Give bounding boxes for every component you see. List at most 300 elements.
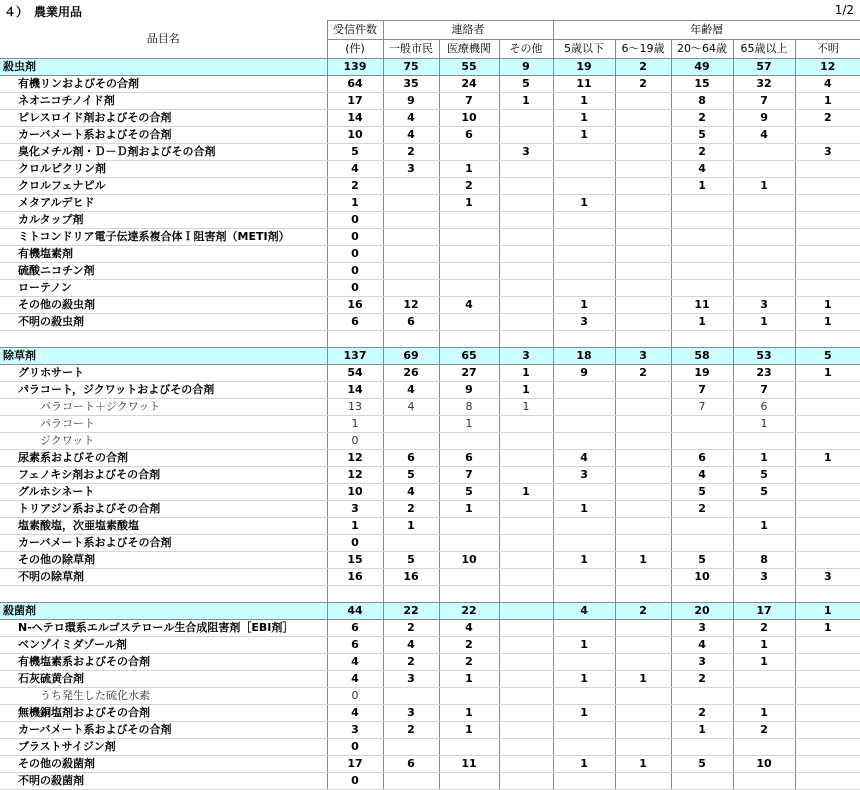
age-count-cell: 1 bbox=[553, 637, 615, 654]
received-count-cell: 3 bbox=[327, 501, 383, 518]
age-count-cell bbox=[615, 501, 671, 518]
item-name-cell: パラコート＋ジクワット bbox=[0, 399, 327, 416]
age-count-cell bbox=[615, 297, 671, 314]
received-count-cell: 12 bbox=[327, 450, 383, 467]
age-count-cell bbox=[615, 416, 671, 433]
age-count-cell: 1 bbox=[553, 671, 615, 688]
table-row bbox=[0, 416, 860, 433]
age-count-cell bbox=[615, 263, 671, 280]
contact-count-cell bbox=[383, 586, 439, 603]
age-count-cell bbox=[671, 212, 733, 229]
age-count-cell: 6 bbox=[671, 450, 733, 467]
received-count-cell: 2 bbox=[327, 178, 383, 195]
age-count-cell: 3 bbox=[795, 144, 860, 161]
table-row bbox=[0, 569, 860, 586]
age-count-cell bbox=[733, 195, 795, 212]
age-count-cell bbox=[615, 144, 671, 161]
age-count-cell: 2 bbox=[795, 110, 860, 127]
age-count-cell bbox=[795, 773, 860, 790]
item-name-cell: 硫酸ニコチン剤 bbox=[0, 263, 327, 280]
age-header: 6～19歳 bbox=[615, 40, 671, 59]
received-count-cell: 14 bbox=[327, 382, 383, 399]
table-row bbox=[0, 484, 860, 501]
age-count-cell: 1 bbox=[553, 705, 615, 722]
table-row bbox=[0, 161, 860, 178]
age-count-cell: 1 bbox=[733, 314, 795, 331]
contact-count-cell bbox=[439, 688, 499, 705]
item-name-cell: フェノキシ剤およびその合剤 bbox=[0, 467, 327, 484]
received-count-cell: 17 bbox=[327, 756, 383, 773]
contact-count-cell: 3 bbox=[499, 144, 553, 161]
age-count-cell bbox=[553, 178, 615, 195]
age-count-cell: 1 bbox=[733, 654, 795, 671]
item-name-cell: グルホシネート bbox=[0, 484, 327, 501]
item-name-cell: グリホサート bbox=[0, 365, 327, 382]
contact-count-cell: 6 bbox=[439, 450, 499, 467]
age-count-cell bbox=[553, 212, 615, 229]
age-count-cell bbox=[795, 535, 860, 552]
contact-count-cell bbox=[383, 280, 439, 297]
age-count-cell bbox=[671, 586, 733, 603]
item-name-cell: 除草剤 bbox=[0, 348, 327, 365]
age-group-header: 年齢層 bbox=[553, 21, 860, 40]
table-row bbox=[0, 535, 860, 552]
contact-count-cell: 2 bbox=[439, 637, 499, 654]
item-name-cell: 臭化メチル剤・Ｄ－Ｄ剤およびその合剤 bbox=[0, 144, 327, 161]
table-row bbox=[0, 229, 860, 246]
age-count-cell: 11 bbox=[671, 297, 733, 314]
age-count-cell bbox=[795, 382, 860, 399]
item-name-cell: 不明の殺虫剤 bbox=[0, 314, 327, 331]
received-count-cell: 0 bbox=[327, 280, 383, 297]
table-row bbox=[0, 671, 860, 688]
table-row bbox=[0, 280, 860, 297]
contact-count-cell: 7 bbox=[439, 93, 499, 110]
age-count-cell bbox=[615, 586, 671, 603]
age-count-cell bbox=[733, 688, 795, 705]
age-count-cell: 3 bbox=[671, 654, 733, 671]
received-count-cell: 15 bbox=[327, 552, 383, 569]
table-row bbox=[0, 637, 860, 654]
item-name-cell: ジクワット bbox=[0, 433, 327, 450]
received-count-cell: 13 bbox=[327, 399, 383, 416]
contact-count-cell bbox=[499, 127, 553, 144]
age-count-cell: 8 bbox=[733, 552, 795, 569]
contact-count-cell bbox=[439, 212, 499, 229]
age-count-cell: 4 bbox=[671, 637, 733, 654]
contact-count-cell bbox=[439, 586, 499, 603]
age-count-cell: 1 bbox=[553, 756, 615, 773]
contact-count-cell: 2 bbox=[383, 722, 439, 739]
received-count-cell: 16 bbox=[327, 297, 383, 314]
age-count-cell bbox=[615, 773, 671, 790]
table-row bbox=[0, 450, 860, 467]
received-count-cell: 4 bbox=[327, 671, 383, 688]
age-count-cell bbox=[795, 501, 860, 518]
contact-count-cell bbox=[439, 246, 499, 263]
received-count-cell: 0 bbox=[327, 212, 383, 229]
table-row bbox=[0, 399, 860, 416]
contact-count-cell: 10 bbox=[439, 110, 499, 127]
age-count-cell: 19 bbox=[671, 365, 733, 382]
table-row bbox=[0, 552, 860, 569]
age-count-cell bbox=[795, 637, 860, 654]
contact-count-cell: 16 bbox=[383, 569, 439, 586]
age-count-cell bbox=[553, 722, 615, 739]
age-count-cell: 1 bbox=[795, 314, 860, 331]
age-count-cell: 3 bbox=[553, 467, 615, 484]
contact-count-cell bbox=[383, 229, 439, 246]
age-count-cell: 1 bbox=[553, 127, 615, 144]
age-count-cell bbox=[733, 246, 795, 263]
contact-count-cell bbox=[383, 535, 439, 552]
age-count-cell bbox=[615, 535, 671, 552]
age-count-cell: 1 bbox=[733, 705, 795, 722]
age-count-cell: 7 bbox=[671, 399, 733, 416]
age-count-cell: 18 bbox=[553, 348, 615, 365]
age-count-cell bbox=[795, 518, 860, 535]
age-count-cell bbox=[553, 263, 615, 280]
category-row bbox=[0, 603, 860, 620]
table-row bbox=[0, 756, 860, 773]
age-count-cell: 1 bbox=[795, 93, 860, 110]
contact-count-cell: 24 bbox=[439, 76, 499, 93]
contact-count-cell bbox=[499, 552, 553, 569]
age-count-cell: 5 bbox=[671, 127, 733, 144]
item-name-cell: 尿素系およびその合剤 bbox=[0, 450, 327, 467]
contact-count-cell: 3 bbox=[383, 705, 439, 722]
contact-count-cell bbox=[383, 688, 439, 705]
contact-count-cell: 2 bbox=[383, 654, 439, 671]
item-name-cell: 石灰硫黄合剤 bbox=[0, 671, 327, 688]
age-count-cell bbox=[795, 756, 860, 773]
age-count-cell: 1 bbox=[553, 110, 615, 127]
contact-count-cell: 2 bbox=[383, 144, 439, 161]
contact-count-cell bbox=[439, 518, 499, 535]
age-count-cell bbox=[615, 331, 671, 348]
age-count-cell bbox=[795, 127, 860, 144]
age-count-cell: 53 bbox=[733, 348, 795, 365]
item-name-cell: ネオニコチノイド剤 bbox=[0, 93, 327, 110]
age-count-cell bbox=[553, 586, 615, 603]
age-count-cell: 1 bbox=[733, 450, 795, 467]
received-count-cell: 0 bbox=[327, 535, 383, 552]
age-count-cell: 57 bbox=[733, 59, 795, 76]
age-count-cell: 1 bbox=[795, 365, 860, 382]
contact-count-cell: 1 bbox=[439, 705, 499, 722]
contact-count-cell: 26 bbox=[383, 365, 439, 382]
page-number: 1/2 bbox=[834, 3, 854, 17]
age-count-cell bbox=[795, 416, 860, 433]
contact-count-cell: 6 bbox=[383, 314, 439, 331]
received-unit-header: (件) bbox=[327, 40, 383, 59]
contact-count-cell: 11 bbox=[439, 756, 499, 773]
age-count-cell bbox=[671, 416, 733, 433]
age-count-cell bbox=[615, 110, 671, 127]
contact-count-cell bbox=[439, 144, 499, 161]
table-row bbox=[0, 246, 860, 263]
age-count-cell: 49 bbox=[671, 59, 733, 76]
contact-count-cell bbox=[499, 688, 553, 705]
received-count-cell: 1 bbox=[327, 416, 383, 433]
contact-count-cell: 8 bbox=[439, 399, 499, 416]
age-count-cell bbox=[553, 535, 615, 552]
contact-count-cell bbox=[499, 297, 553, 314]
age-count-cell: 1 bbox=[553, 93, 615, 110]
age-count-cell bbox=[795, 178, 860, 195]
age-count-cell bbox=[615, 195, 671, 212]
age-count-cell: 5 bbox=[795, 348, 860, 365]
contact-count-cell bbox=[439, 535, 499, 552]
age-count-cell: 2 bbox=[733, 620, 795, 637]
age-count-cell bbox=[615, 433, 671, 450]
contact-count-cell bbox=[499, 501, 553, 518]
age-header: 不明 bbox=[795, 40, 860, 59]
contact-count-cell bbox=[439, 433, 499, 450]
category-row bbox=[0, 59, 860, 76]
age-count-cell: 2 bbox=[671, 501, 733, 518]
contact-count-cell: 1 bbox=[439, 416, 499, 433]
age-count-cell: 23 bbox=[733, 365, 795, 382]
age-count-cell: 1 bbox=[733, 518, 795, 535]
item-name-cell: パラコート bbox=[0, 416, 327, 433]
age-count-cell bbox=[795, 246, 860, 263]
age-count-cell: 4 bbox=[553, 450, 615, 467]
age-count-cell bbox=[795, 688, 860, 705]
contact-count-cell: 1 bbox=[439, 161, 499, 178]
age-count-cell: 2 bbox=[615, 59, 671, 76]
age-count-cell: 3 bbox=[615, 348, 671, 365]
contact-count-cell bbox=[499, 314, 553, 331]
age-count-cell bbox=[671, 195, 733, 212]
contact-count-cell bbox=[439, 280, 499, 297]
table-row bbox=[0, 297, 860, 314]
age-count-cell bbox=[615, 450, 671, 467]
age-count-cell bbox=[553, 739, 615, 756]
age-count-cell bbox=[795, 705, 860, 722]
contact-count-cell: 6 bbox=[383, 756, 439, 773]
age-count-cell bbox=[553, 161, 615, 178]
received-count-cell: 14 bbox=[327, 110, 383, 127]
contact-count-cell: 1 bbox=[499, 399, 553, 416]
contact-count-cell: 1 bbox=[439, 195, 499, 212]
table-row bbox=[0, 654, 860, 671]
received-count-cell bbox=[327, 586, 383, 603]
contact-count-cell bbox=[499, 433, 553, 450]
received-count-cell: 6 bbox=[327, 637, 383, 654]
item-name-cell: ローテノン bbox=[0, 280, 327, 297]
spacer-row bbox=[0, 331, 860, 348]
item-name-cell: クロルピクリン剤 bbox=[0, 161, 327, 178]
contact-count-cell: 4 bbox=[383, 399, 439, 416]
table-row bbox=[0, 314, 860, 331]
age-count-cell: 2 bbox=[671, 144, 733, 161]
age-count-cell bbox=[553, 280, 615, 297]
age-count-cell: 5 bbox=[671, 756, 733, 773]
age-count-cell bbox=[733, 229, 795, 246]
age-count-cell bbox=[615, 484, 671, 501]
table-row bbox=[0, 127, 860, 144]
age-count-cell bbox=[553, 569, 615, 586]
age-header: 65歳以上 bbox=[733, 40, 795, 59]
category-row bbox=[0, 348, 860, 365]
age-count-cell bbox=[553, 688, 615, 705]
contact-count-cell: 7 bbox=[439, 467, 499, 484]
item-name-cell: カルタップ剤 bbox=[0, 212, 327, 229]
contact-count-cell: 5 bbox=[439, 484, 499, 501]
age-count-cell: 3 bbox=[733, 569, 795, 586]
item-name-cell: N-ヘテロ環系エルゴステロール生合成阻害剤［EBI剤］ bbox=[0, 620, 327, 637]
age-count-cell bbox=[795, 467, 860, 484]
contact-count-cell: 6 bbox=[383, 450, 439, 467]
contact-count-cell bbox=[439, 263, 499, 280]
item-name-cell: ブラストサイジン剤 bbox=[0, 739, 327, 756]
contact-count-cell: 4 bbox=[383, 110, 439, 127]
contact-count-cell: 1 bbox=[439, 722, 499, 739]
age-count-cell bbox=[795, 280, 860, 297]
age-count-cell bbox=[671, 518, 733, 535]
contact-count-cell bbox=[439, 314, 499, 331]
age-count-cell: 1 bbox=[615, 552, 671, 569]
contact-count-cell: 4 bbox=[439, 297, 499, 314]
contact-count-cell bbox=[499, 586, 553, 603]
age-count-cell: 1 bbox=[553, 552, 615, 569]
age-count-cell bbox=[671, 535, 733, 552]
contact-count-cell bbox=[383, 331, 439, 348]
title-row bbox=[0, 0, 860, 20]
age-header: 5歳以下 bbox=[553, 40, 615, 59]
contact-count-cell bbox=[499, 467, 553, 484]
received-count-cell: 137 bbox=[327, 348, 383, 365]
contact-count-cell bbox=[439, 331, 499, 348]
table-row bbox=[0, 501, 860, 518]
age-count-cell: 4 bbox=[671, 467, 733, 484]
age-count-cell bbox=[733, 501, 795, 518]
age-count-cell bbox=[615, 382, 671, 399]
contact-count-cell bbox=[383, 773, 439, 790]
poison-inquiry-table bbox=[0, 20, 860, 790]
age-count-cell bbox=[615, 569, 671, 586]
contact-count-cell bbox=[499, 212, 553, 229]
received-count-cell bbox=[327, 331, 383, 348]
page-title: ４） 農業用品 bbox=[4, 5, 83, 19]
table-row bbox=[0, 739, 860, 756]
age-count-cell bbox=[795, 263, 860, 280]
received-count-cell: 139 bbox=[327, 59, 383, 76]
age-count-cell bbox=[733, 433, 795, 450]
age-count-cell bbox=[733, 280, 795, 297]
contact-count-cell: 4 bbox=[439, 620, 499, 637]
spacer-row bbox=[0, 586, 860, 603]
item-name-cell: その他の除草剤 bbox=[0, 552, 327, 569]
age-count-cell: 1 bbox=[553, 501, 615, 518]
contact-count-cell: 3 bbox=[383, 671, 439, 688]
contact-count-cell: 4 bbox=[383, 484, 439, 501]
age-count-cell bbox=[671, 280, 733, 297]
age-count-cell: 4 bbox=[553, 603, 615, 620]
contact-count-cell bbox=[439, 739, 499, 756]
age-count-cell bbox=[615, 518, 671, 535]
age-count-cell bbox=[795, 654, 860, 671]
item-name-cell: ミトコンドリア電子伝達系複合体Ｉ阻害剤（METI剤） bbox=[0, 229, 327, 246]
age-count-cell bbox=[671, 246, 733, 263]
contact-count-cell: 4 bbox=[383, 382, 439, 399]
age-count-cell: 12 bbox=[795, 59, 860, 76]
age-count-cell bbox=[615, 127, 671, 144]
contact-count-cell: 5 bbox=[383, 552, 439, 569]
contact-count-cell: 10 bbox=[439, 552, 499, 569]
table-row bbox=[0, 705, 860, 722]
received-count-cell: 54 bbox=[327, 365, 383, 382]
contact-count-cell bbox=[499, 263, 553, 280]
item-name-cell: 殺菌剤 bbox=[0, 603, 327, 620]
received-count-cell: 12 bbox=[327, 467, 383, 484]
table-row bbox=[0, 773, 860, 790]
contact-count-cell bbox=[499, 229, 553, 246]
age-count-cell bbox=[733, 263, 795, 280]
contact-count-cell bbox=[499, 110, 553, 127]
contact-count-cell bbox=[499, 637, 553, 654]
item-name-cell: パラコート，ジクワットおよびその合剤 bbox=[0, 382, 327, 399]
age-count-cell: 1 bbox=[671, 314, 733, 331]
age-count-cell: 5 bbox=[671, 484, 733, 501]
age-count-cell bbox=[615, 688, 671, 705]
age-count-cell bbox=[553, 773, 615, 790]
age-count-cell: 6 bbox=[733, 399, 795, 416]
age-count-cell: 3 bbox=[733, 297, 795, 314]
age-count-cell: 3 bbox=[795, 569, 860, 586]
age-count-cell: 10 bbox=[671, 569, 733, 586]
contact-count-cell: 9 bbox=[499, 59, 553, 76]
age-count-cell: 32 bbox=[733, 76, 795, 93]
received-count-cell: 4 bbox=[327, 705, 383, 722]
item-name-cell: その他の殺虫剤 bbox=[0, 297, 327, 314]
contact-count-cell bbox=[499, 620, 553, 637]
contact-count-cell bbox=[499, 246, 553, 263]
contact-count-cell: 5 bbox=[383, 467, 439, 484]
contact-count-cell bbox=[383, 195, 439, 212]
age-count-cell bbox=[733, 212, 795, 229]
age-count-cell: 2 bbox=[615, 603, 671, 620]
contact-count-cell bbox=[499, 603, 553, 620]
age-count-cell: 7 bbox=[733, 93, 795, 110]
contact-header: 医療機関 bbox=[439, 40, 499, 59]
age-count-cell bbox=[795, 212, 860, 229]
age-count-cell: 11 bbox=[553, 76, 615, 93]
table-row bbox=[0, 76, 860, 93]
age-count-cell bbox=[615, 229, 671, 246]
contact-count-cell: 1 bbox=[499, 484, 553, 501]
table-row bbox=[0, 382, 860, 399]
received-count-cell: 3 bbox=[327, 722, 383, 739]
age-count-cell bbox=[671, 229, 733, 246]
contact-count-cell bbox=[499, 773, 553, 790]
age-count-cell bbox=[733, 535, 795, 552]
contact-count-cell bbox=[499, 705, 553, 722]
age-count-cell bbox=[615, 178, 671, 195]
age-count-cell: 1 bbox=[795, 620, 860, 637]
age-count-cell: 1 bbox=[733, 178, 795, 195]
contact-count-cell bbox=[383, 212, 439, 229]
received-count-cell: 16 bbox=[327, 569, 383, 586]
contact-count-cell: 22 bbox=[383, 603, 439, 620]
item-name-cell: 有機塩素系およびその合剤 bbox=[0, 654, 327, 671]
age-count-cell: 20 bbox=[671, 603, 733, 620]
age-count-cell bbox=[615, 705, 671, 722]
contact-count-cell: 2 bbox=[439, 178, 499, 195]
age-count-cell bbox=[795, 161, 860, 178]
contact-count-cell: 3 bbox=[383, 161, 439, 178]
